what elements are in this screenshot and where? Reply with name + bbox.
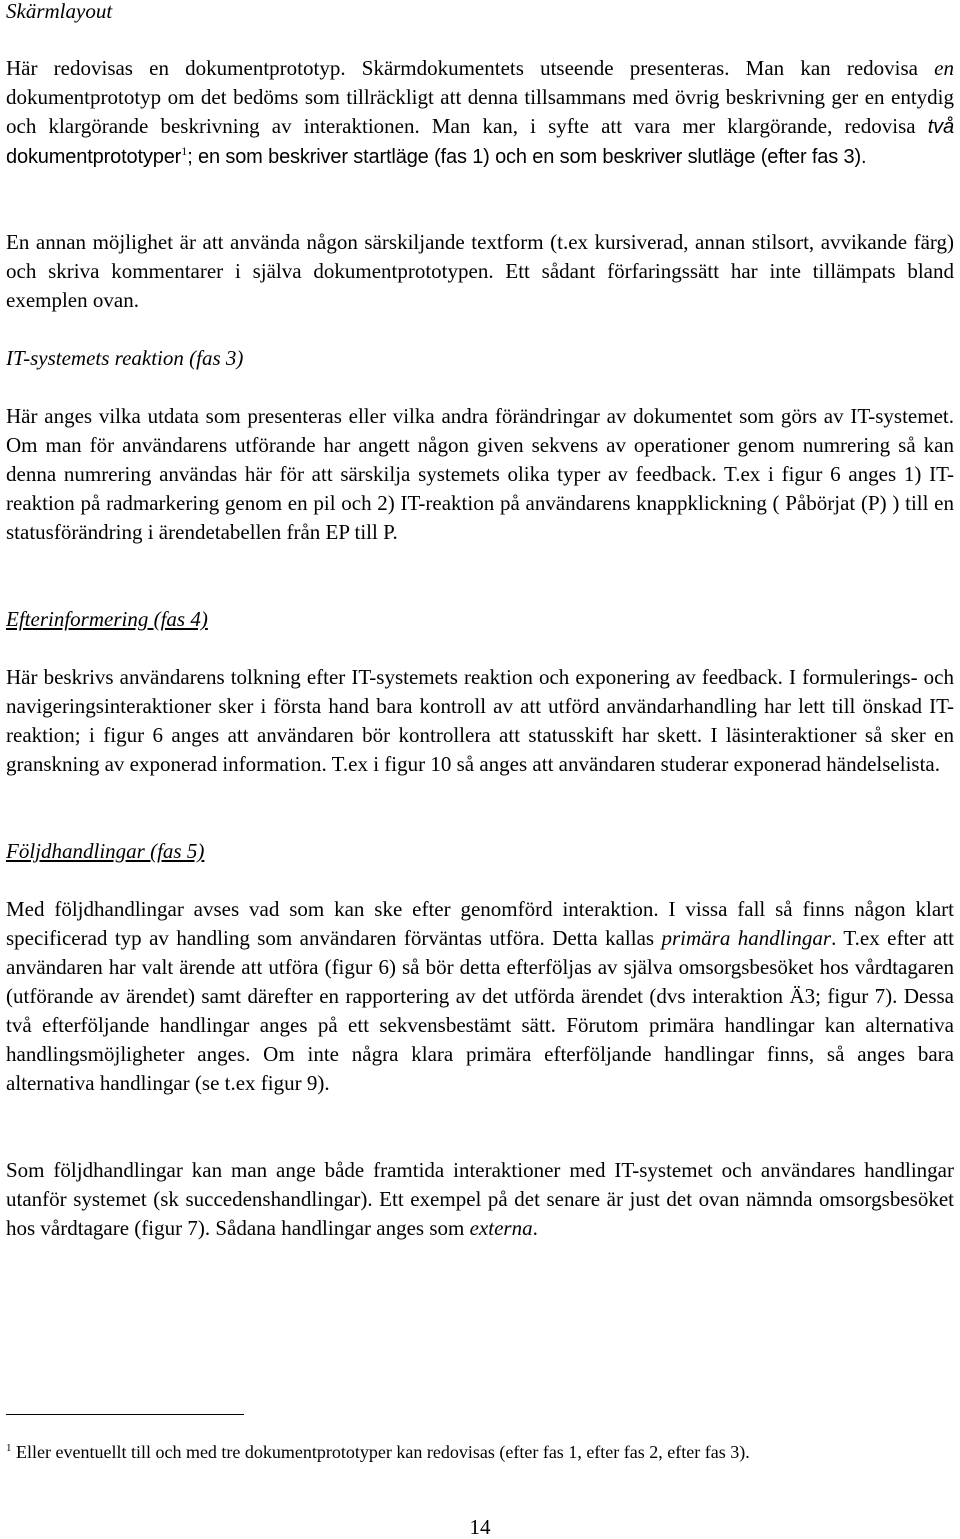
- emphasis-text: externa: [469, 1216, 533, 1240]
- section-heading-foljdhandlingar: Följdhandlingar (fas 5): [6, 839, 205, 863]
- emphasis-text: två: [927, 116, 954, 138]
- section-heading-efterinformering: Efterinformering (fas 4): [6, 607, 208, 631]
- paragraph-text: Här redovisas en dokumentprototyp. Skärmdokumentets utseende presenteras. Man kan redovisa: [6, 56, 935, 80]
- paragraph-text: ; en som beskriver startläge (fas 1) och en som beskriver slutläge (efter fas 3).: [187, 146, 867, 168]
- emphasis-text: primära handlingar: [661, 926, 832, 950]
- section-heading-skarmlayout: Skärmlayout: [6, 0, 113, 23]
- emphasis-text: en: [934, 56, 954, 80]
- paragraph-text: Som följdhandlingar kan man ange både framtida interaktioner med IT-systemet och användares handlingar utanför systemet (sk succedenshandlingar). Ett exempel på det senare är just det ovan nämnda omsorgsbesöket hos vårdtagare (figur 7). Sådana handlingar anges som: [6, 1158, 954, 1240]
- paragraph-text: .: [532, 1216, 538, 1240]
- paragraph-externa: [6, 1156, 954, 1243]
- paragraph-text: dokumentprototyper: [6, 146, 182, 168]
- footnote: [6, 1440, 954, 1464]
- paragraph-alternativ: En annan möjlighet är att använda någon särskiljande textform (t.ex kursiverad, annan stilsort, avvikande färg) och skriva kommentarer i själva dokumentprototypen. Ett sådant förfaringssätt har inte tillämpats bland exemplen ovan.: [6, 230, 954, 312]
- paragraph-foljdhandlingar: [6, 895, 954, 1098]
- footnote-marker: 1: [6, 1442, 12, 1454]
- footnote-separator: [6, 1414, 244, 1415]
- page-number: 14: [469, 1515, 491, 1539]
- section-heading-it-reaktion: IT-systemets reaktion (fas 3): [6, 346, 244, 370]
- paragraph-text: dokumentprototyp om det bedöms som tillräckligt att denna tillsammans med övrig beskrivning ger en entydig och klargörande beskrivning av interaktionen. Man kan, i syfte att vara mer klargörande, redovisa: [6, 85, 954, 138]
- footnote-text: Eller eventuellt till och med tre dokumentprototyper kan redovisas (efter fas 1, efter fas 2, efter fas 3).: [11, 1442, 750, 1462]
- paragraph-it-reaktion: Här anges vilka utdata som presenteras eller vilka andra förändringar av dokumentet som görs av IT-systemet. Om man för användarens utförande har angett någon given sekvens av operationer genom numrering så kan denna numrering användas här för att särskilja systemets olika typer av feedback. T.ex i figur 6 anges 1) IT-reaktion på radmarkering genom en pil och 2) IT-reaktion på användarens knappklickning ( Påbörjat (P) ) till en statusförändring i ärendetabellen från EP till P.: [6, 404, 954, 544]
- paragraph-text: . T.ex efter att användaren har valt ärende att utföra (figur 6) så bör detta efterföljas av själva omsorgsbesöket hos vårdtagaren (utförande av ärendet) samt därefter en rapportering av det utförda ärendet (dvs interaktion Ä3; figur 7). Dessa två efterföljande handlingar anges på ett sekvensbestämt sätt. Förutom primära handlingar kan alternativa handlingsmöjligheter anges. Om inte några klara primära efterföljande handlingar finns, så anges bara alternativa handlingar (se t.ex figur 9).: [6, 926, 954, 1095]
- paragraph-text: Med följdhandlingar avses vad som kan ske efter genomförd interaktion. I vissa fall så finns någon klart specificerad typ av handling som användaren förväntas utföra. Detta kallas: [6, 897, 954, 950]
- paragraph-efterinformering: Här beskrivs användarens tolkning efter IT-systemets reaktion och exponering av feedback. I formulerings- och navigeringsinteraktioner sker i första hand bara kontroll av att utförd användarhandling har lett till önskad IT-reaktion; i figur 6 anges att användaren bör kontrollera att statusskift har skett. I läsinteraktioner så sker en granskning av exponerad information. T.ex i figur 10 så anges att användaren studerar exponerad händelselista.: [6, 665, 954, 776]
- paragraph-skarmlayout: [6, 54, 954, 172]
- footnote-reference[interactable]: 1: [181, 144, 188, 158]
